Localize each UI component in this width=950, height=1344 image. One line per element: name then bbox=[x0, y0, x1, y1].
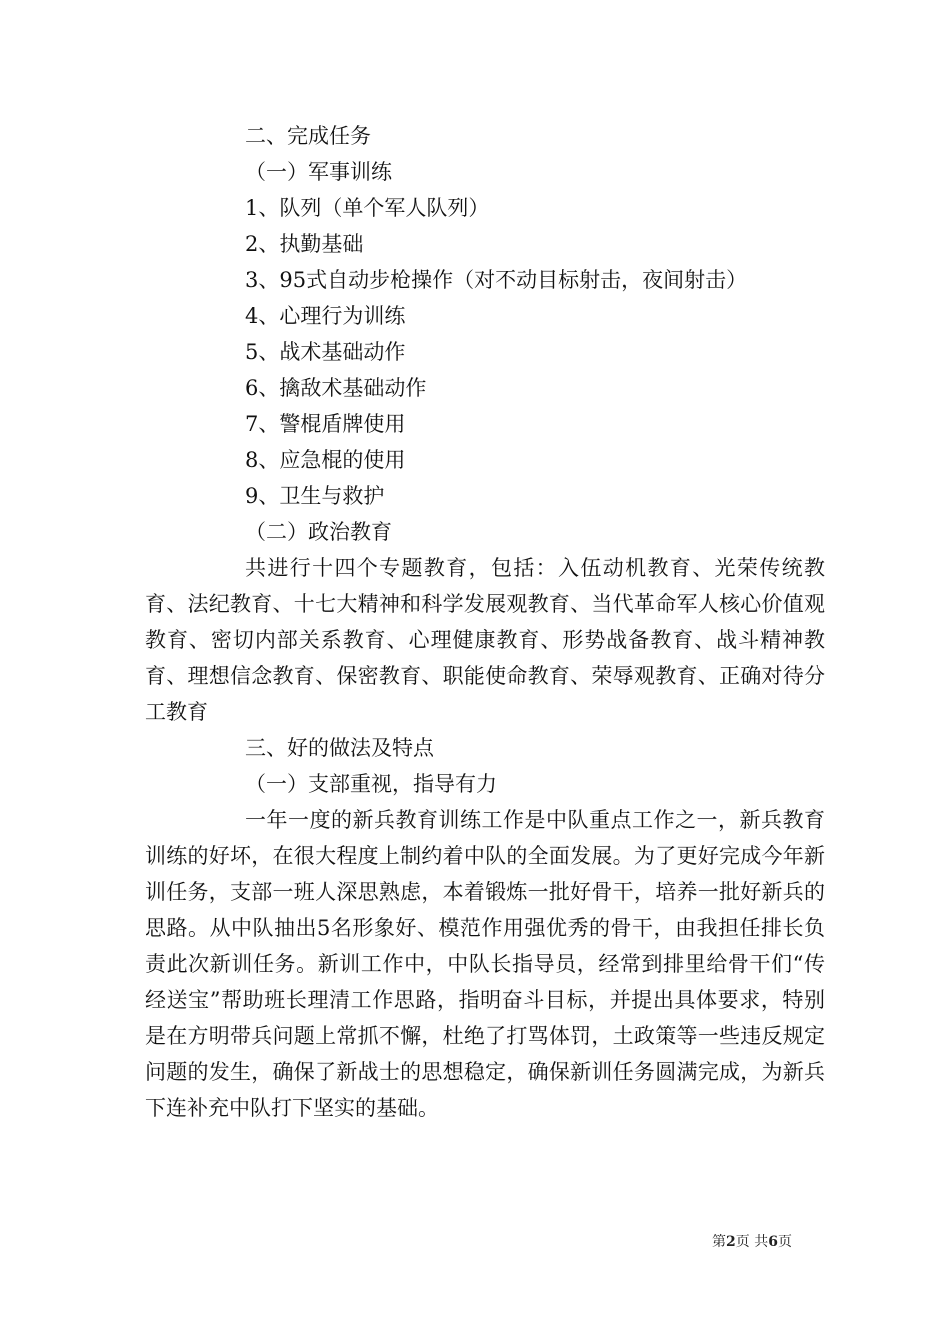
list-item: 2、执勤基础 bbox=[245, 232, 364, 256]
page-footer bbox=[712, 1231, 792, 1251]
current-page-number: 2 bbox=[726, 1234, 736, 1250]
subsection-heading: （一）军事训练 bbox=[245, 160, 392, 184]
list-item: 9、卫生与救护 bbox=[245, 484, 385, 508]
list-item: 8、应急棍的使用 bbox=[245, 448, 406, 472]
list-item: 7、警棍盾牌使用 bbox=[245, 412, 406, 436]
list-item: 1、队列（单个军人队列） bbox=[245, 196, 490, 220]
footer-middle: 页 共 bbox=[735, 1234, 769, 1250]
politics-paragraph: 共进行十四个专题教育，包括：入伍动机教育、光荣传统教育、法纪教育、十七大精神和科学发展观教育、当代革命军人核心价值观教育、密切内部关系教育、心理健康教育、形势战备教育、战斗精神教育、理想信念教育、保密教育、职能使命教育、荣辱观教育、正确对待分工教育 bbox=[145, 556, 825, 724]
footer-prefix: 第 bbox=[712, 1234, 726, 1250]
practice-paragraph: 一年一度的新兵教育训练工作是中队重点工作之一，新兵教育训练的好坏，在很大程度上制约着中队的全面发展。为了更好完成今年新训任务，支部一班人深思熟虑，本着锻炼一批好骨干，培养一批好新兵的思路。从中队抽出5名形象好、模范作用强优秀的骨干，由我担任排长负责此次新训任务。新训工作中，中队长指导员，经常到排里给骨干们“传经送宝”帮助班长理清工作思路，指明奋斗目标，并提出具体要求，特别是在方明带兵问题上常抓不懈，杜绝了打骂体罚，土政策等一些违反规定问题的发生，确保了新战士的思想稳定，确保新训任务圆满完成，为新兵下连补充中队打下坚实的基础。 bbox=[145, 808, 825, 1120]
list-item: 4、心理行为训练 bbox=[245, 304, 406, 328]
subsection-heading: （一）支部重视，指导有力 bbox=[245, 772, 497, 796]
footer-suffix: 页 bbox=[777, 1234, 792, 1250]
subsection-heading: （二）政治教育 bbox=[245, 520, 392, 544]
total-pages-number: 6 bbox=[768, 1234, 778, 1250]
list-item: 5、战术基础动作 bbox=[245, 340, 406, 364]
document-body bbox=[145, 118, 825, 1126]
training-list bbox=[145, 190, 825, 514]
list-item: 6、擒敌术基础动作 bbox=[245, 376, 427, 400]
section-heading: 三、好的做法及特点 bbox=[245, 736, 434, 760]
list-item: 3、95式自动步枪操作（对不动目标射击，夜间射击） bbox=[245, 268, 748, 292]
section-heading: 二、完成任务 bbox=[245, 124, 371, 148]
